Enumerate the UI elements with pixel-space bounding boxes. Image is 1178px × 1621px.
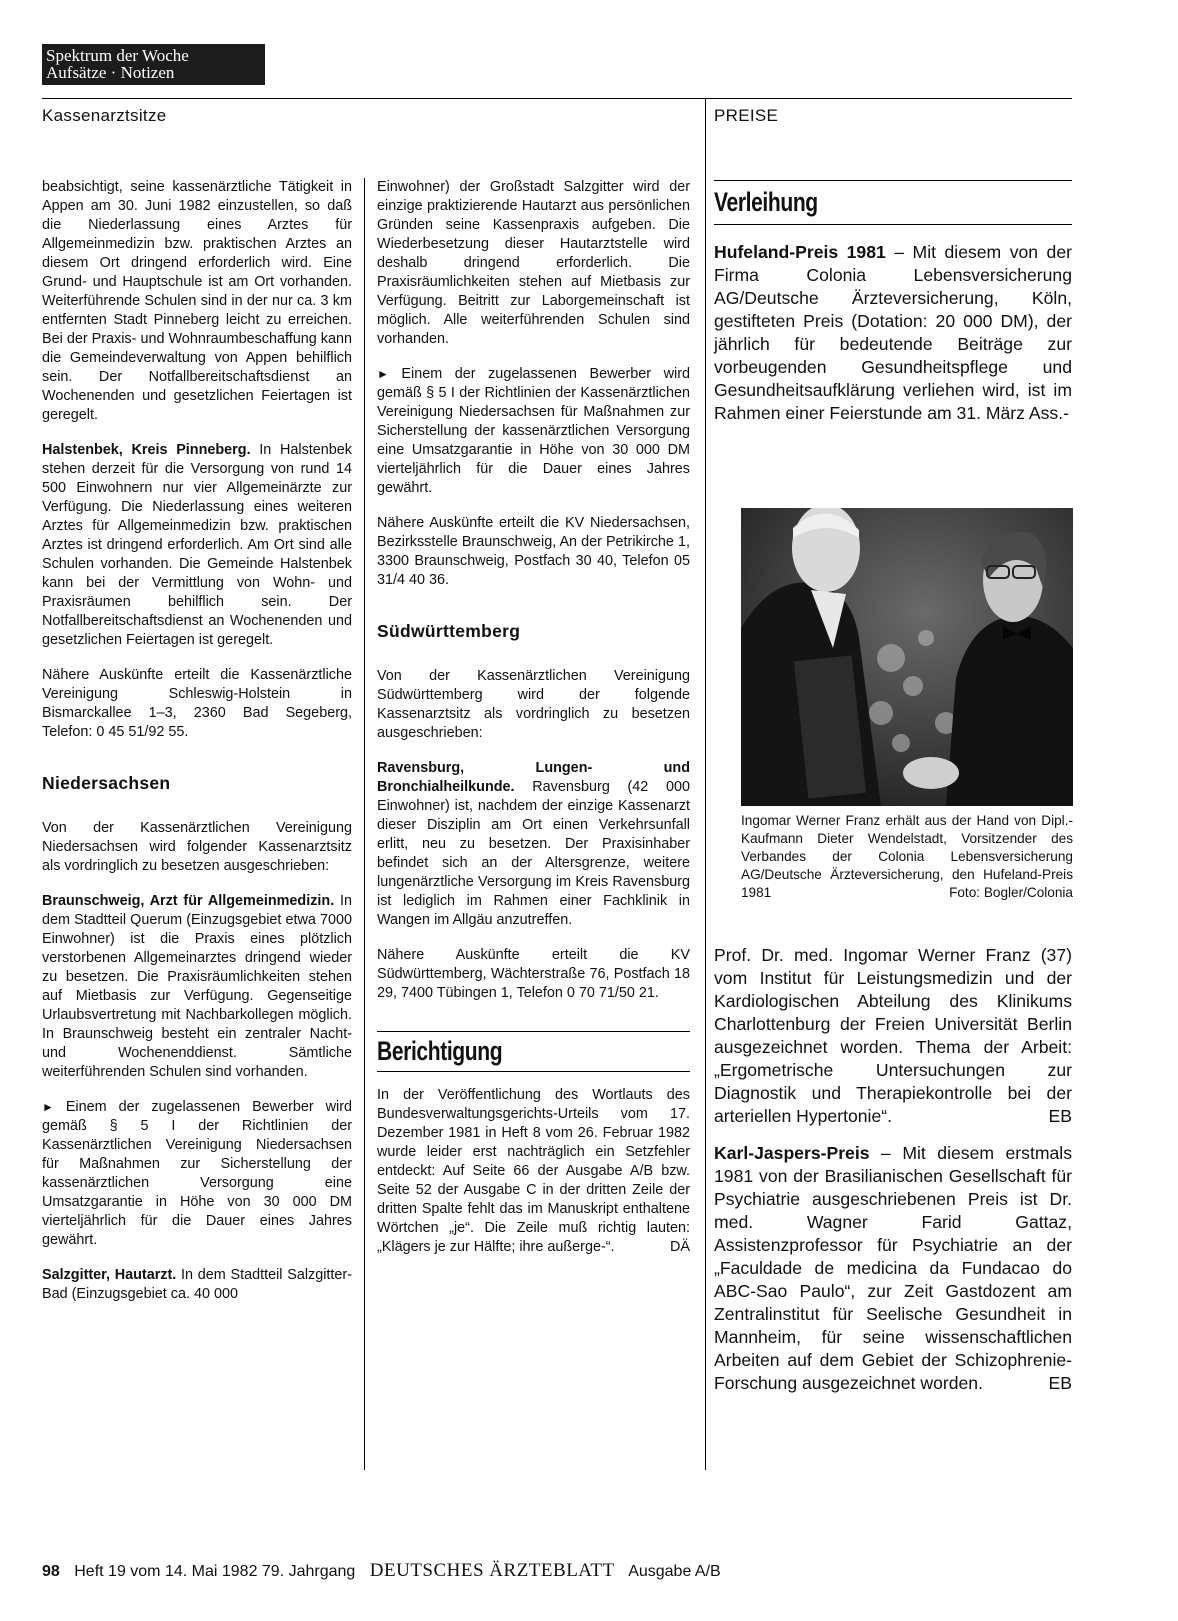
column-3-continued: [714, 944, 1072, 1409]
triangle-marker-icon: ►: [377, 367, 389, 381]
paragraph: [377, 1086, 690, 1257]
banner-line-1: Spektrum der Woche: [46, 46, 189, 65]
column-rule-2: [705, 98, 706, 1470]
subhead-niedersachsen: Niedersachsen: [42, 773, 171, 793]
entry-text: In dem Stadtteil Salzgitter-Bad (Einzugsgebiet ca. 40 000: [42, 1267, 352, 1302]
heading-rule-bottom: [377, 1071, 690, 1072]
journal-name: DEUTSCHES ÄRZTEBLATT: [369, 1560, 615, 1581]
photo-caption: [741, 812, 1073, 902]
entry-heading: Halstenbek, Kreis Pinneberg.: [42, 442, 251, 458]
entry-text: In dem Stadtteil Querum (Einzugsgebiet etwa 7000 Einwohner) ist die Praxis eines plötzlich verstorbenen Allgemeinarztes dringend wieder zu besetzen. Die Praxisräumlichkeiten stehen auf Mietbasis zur Verfügung. Gegenseitige Urlaubsvertretung mit Nachbarkollegen möglich. In Braunschweig besteht ein zentraler Nacht- und Wochenenddienst. Sämtliche weiterführenden Schulen sind vorhanden.: [42, 893, 353, 1080]
paragraph: [714, 241, 1072, 425]
page-footer: [42, 1560, 721, 1582]
paragraph: [714, 944, 1072, 1128]
paragraph: beabsichtigt, seine kassenärztliche Tätigkeit in Appen am 30. Juni 1982 einzustellen, so daß die Niederlassung eines Arztes für Allgemeinmedizin bzw. praktischen Arztes an diesem Ort dringend erforderlich wird. Eine Grund- und Hauptschule ist am Ort vorhanden. Weiterführende Schulen sind in der nur ca. 3 km entfernten Stadt Pinneberg leicht zu erreichen. Bei der Praxis- und Wohnraumbeschaffung kann die Gemeindeverwaltung von Appen behilflich sein. Der Notfallbereitschaftsdienst an Wochenenden und gesetzlichen Feiertagen ist geregelt.: [42, 179, 352, 423]
paragraph: [42, 1266, 352, 1304]
heading-berichtigung: Berichtigung: [377, 1036, 503, 1066]
paragraph: Einwohner) der Großstadt Salzgitter wird der einzige praktizierende Hautarzt aus persönlichen Gründen seine Kassenpraxis aufgeben. Die Wiederbesetzung dieser Hautarztstelle wird deshalb dringend erforderlich. Die Praxisräumlichkeiten stehen auf Mietbasis zur Verfügung. Beitritt zur Laborgemeinschaft ist möglich. Alle weiterführenden Schulen sind vorhanden.: [377, 179, 690, 347]
heading-rule-top: [377, 1031, 690, 1032]
entry-heading: Karl-Jaspers-Preis: [714, 1143, 870, 1163]
caption-text: Ingomar Werner Franz erhält aus der Hand von Dipl.-Kaufmann Dieter Wendelstadt, Vorsitzender des Verbandes der Colonia Lebensversicherung AG/Deutsche Ärzteversicherung, den Hufeland-Preis 1981: [741, 813, 1073, 900]
issue-info: Heft 19 vom 14. Mai 1982 79. Jahrgang: [74, 1563, 356, 1580]
award-photo-image: [741, 508, 1073, 806]
author-signature: DÄ: [670, 1239, 690, 1255]
paragraph: [42, 892, 352, 1082]
column-1: [42, 178, 352, 1320]
heading-verleihung: Verleihung: [714, 187, 818, 217]
section-label-preise: PREISE: [714, 106, 779, 125]
triangle-marker-icon: ►: [42, 1100, 54, 1114]
paragraph: Von der Kassenärztlichen Vereinigung Niedersachsen wird folgender Kassenarztsitz als vordringlich zu besetzen ausgeschrieben:: [42, 820, 352, 874]
paragraph: [377, 365, 690, 498]
entry-text: – Mit diesem erstmals 1981 von der Brasilianischen Gesellschaft für Psychiatrie ausgeschriebenen Preis ist Dr. med. Wagner Farid Gattaz, Assistenzprofessor für Psychiatrie an der „Faculdade de medicina da Fundacao do ABC-Sao Paulo“, zur Zeit Gastdozent am Zentralinstitut für Seelische Gesundheit in Mannheim, für seine wissenschaftlichen Arbeiten auf dem Gebiet der Schizophrenie-Forschung ausgezeichnet worden.: [714, 1143, 1072, 1393]
paragraph: Nähere Auskünfte erteilt die KV Niedersachsen, Bezirksstelle Braunschweig, An der Petrikirche 1, 3300 Braunschweig, Postfach 30 40, Telefon 05 31/4 40 36.: [377, 515, 690, 588]
paragraph: Nähere Auskünfte erteilt die Kassenärztliche Vereinigung Schleswig-Holstein in Bismarckallee 1–3, 2360 Bad Segeberg, Telefon: 0 45 51/92 55.: [42, 667, 352, 740]
entry-text: Prof. Dr. med. Ingomar Werner Franz (37) vom Institut für Leistungsmedizin und der Kardiologischen Abteilung des Klinikums Charlottenburg der Freien Universität Berlin ausgezeichnet worden. Thema der Arbeit: „Ergometrische Untersuchungen zur Diagnostik und Therapiekontrolle bei der arteriellen Hypertonie“.: [714, 945, 1072, 1126]
heading-rule-bottom: [714, 224, 1072, 225]
header-rule: [42, 98, 1072, 99]
entry-text: – Mit diesem von der Firma Colonia Lebensversicherung AG/Deutsche Ärzteversicherung, Köln, gestifteten Preis (Dotation: 20 000 DM), der jährlich für bedeutende Beiträge zur vorbeugenden Gesundheitspflege und Gesundheitsaufklärung verliehen wird, ist im Rahmen einer Feierstunde am 31. März Ass.-: [714, 242, 1072, 423]
heading-rule-top: [714, 180, 1072, 181]
entry-heading: Braunschweig, Arzt für Allgemeinmedizin.: [42, 893, 335, 909]
entry-text: Ravensburg (42 000 Einwohner) ist, nachdem der einzige Kassenarzt dieser Disziplin am Ort einen Verkehrsunfall erlitt, neu zu besetzen. Der Praxisinhaber befindet sich an der Altersgrenze, weitere lungenärztliche Versorgung im Kreis Ravensburg ist lediglich im Rahmen einer Fachklinik in Wangen im Allgäu anzutreffen.: [377, 779, 690, 928]
entry-heading: Salzgitter, Hautarzt.: [42, 1267, 177, 1283]
entry-heading: Hufeland-Preis 1981: [714, 242, 886, 262]
entry-text: Einem der zugelassenen Bewerber wird gemäß § 5 I der Richtlinien der Kassenärztlichen Vereinigung Niedersachsen für Maßnahmen zur Sicherstellung der kassenärztlichen Versorgung eine Umsatzgarantie in Höhe von 30 000 DM vierteljährlich für die Dauer eines Jahres gewährt.: [42, 1099, 352, 1248]
column-2: [377, 178, 690, 1273]
entry-text: In Halstenbek stehen derzeit für die Versorgung von rund 14 500 Einwohnern nur vier Allgemeinärzte zur Verfügung. Die Niederlassung eines weiteren Arztes für Allgemeinmedizin bzw. praktischen Arztes ist dringend erforderlich. Am Ort sind alle Schulen vorhanden. Die Gemeinde Halstenbek kann bei der Vermittlung von Wohn- und Praxisräumen behilflich sein. Der Notfallbereitschaftsdienst an Wochenenden und gesetzlichen Feiertagen ist geregelt.: [42, 442, 353, 648]
edition-info: Ausgabe A/B: [628, 1563, 721, 1580]
paragraph: [42, 441, 352, 650]
photo-credit: Foto: Bogler/Colonia: [949, 885, 1073, 900]
paragraph: [714, 1142, 1072, 1395]
column-3: [714, 180, 1072, 425]
entry-text: Einem der zugelassenen Bewerber wird gemäß § 5 I der Richtlinien der Kassenärztlichen Vereinigung Niedersachsen für Maßnahmen zur Sicherstellung der kassenärztlichen Versorgung eine Umsatzgarantie in Höhe von 30 000 DM vierteljährlich für die Dauer eines Jahres gewährt.: [377, 366, 690, 496]
author-signature: EB: [1048, 1373, 1072, 1393]
banner-line-2: Aufsätze · Notizen: [46, 63, 175, 82]
subhead-suedwuerttemberg: Südwürttemberg: [377, 621, 521, 641]
award-photo: [741, 508, 1073, 806]
author-signature: EB: [1048, 1106, 1072, 1126]
entry-heading: Ravensburg, Lungen- und Bronchialheilkunde.: [377, 760, 690, 795]
column-rule-1: [364, 178, 365, 1470]
entry-text: In der Veröffentlichung des Wortlauts des Bundesverwaltungsgerichts-Urteils vom 17. Dezember 1981 in Heft 8 vom 26. Februar 1982 wurde leider erst nachträglich ein Setzfehler entdeckt: Auf Seite 66 der Ausgabe A/B bzw. Seite 52 der Ausgabe C in der dritten Zeile der dritten Spalte fehlt das im Manuskript enthaltene Wörtchen „je“. Die Zeile muß richtig lauten: „Klägers je zur Hälfte; ihre außerge-“.: [377, 1087, 690, 1255]
paragraph: [377, 759, 690, 930]
paragraph: [42, 1098, 352, 1250]
paragraph: Nähere Auskünfte erteilt die KV Südwürttemberg, Wächterstraße 76, Postfach 18 29, 7400 Tübingen 1, Telefon 0 70 71/50 21.: [377, 947, 690, 1001]
section-banner: [42, 44, 265, 85]
paragraph: Von der Kassenärztlichen Vereinigung Südwürttemberg wird der folgende Kassenarztsitz als vordringlich zu besetzen ausgeschrieben:: [377, 668, 690, 741]
page-number: 98: [42, 1563, 60, 1580]
section-label-kassenarztsitze: Kassenarztsitze: [42, 106, 167, 125]
